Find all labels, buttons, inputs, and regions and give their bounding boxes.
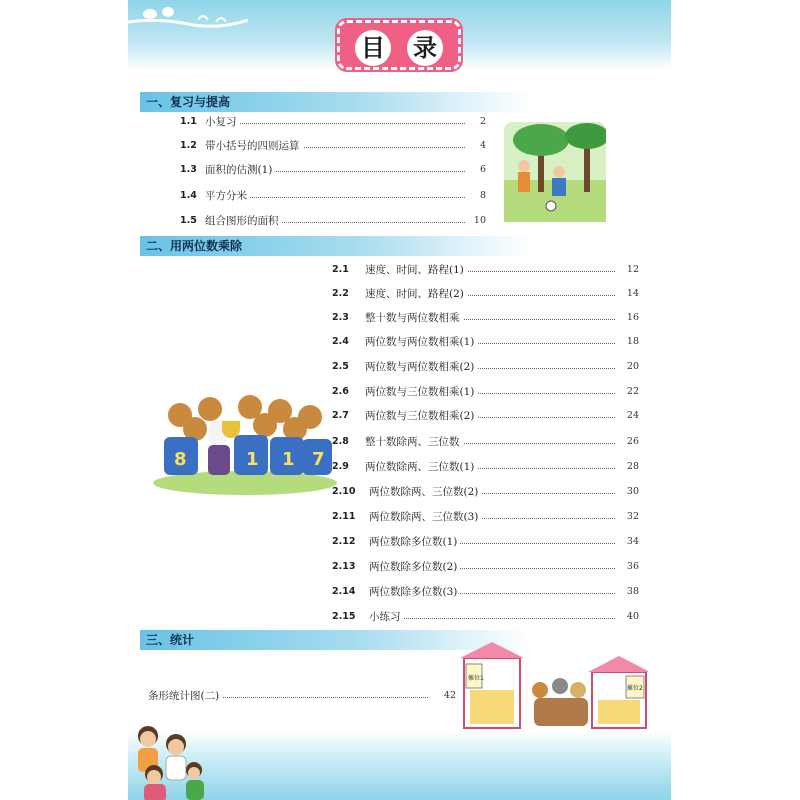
park-kids-illustration [504, 122, 606, 222]
toc-item-page: 34 [626, 536, 639, 547]
toc-item-number: 2.15 [332, 611, 356, 622]
title-char-1: 目 [355, 30, 391, 66]
toc-item[interactable] [332, 509, 639, 525]
toc-page [128, 0, 671, 800]
section-heading-1: 一、复习与提高 [140, 92, 530, 112]
toc-item-label: 整十数除两、三位数 [365, 434, 463, 450]
jersey-number: 1 [246, 449, 259, 470]
children-illustration [128, 718, 210, 800]
toc-item[interactable] [180, 188, 486, 204]
toc-item-label: 面积的估测(1) [205, 162, 275, 178]
section-heading-3: 三、统计 [140, 630, 530, 650]
toc-item[interactable] [332, 310, 639, 326]
toc-item-number: 2.1 [332, 264, 349, 275]
toc-item[interactable] [332, 484, 639, 500]
toc-item-page: 14 [626, 288, 639, 299]
toc-item[interactable] [332, 434, 639, 450]
toc-item-label: 两位数与两位数相乘(1) [365, 334, 477, 350]
toc-item-page: 40 [626, 611, 639, 622]
jersey-number: 1 [282, 449, 295, 470]
toc-item-page: 38 [626, 586, 639, 597]
toc-item-label: 条形统计图(二) [148, 688, 222, 704]
toc-item-page: 6 [479, 164, 486, 175]
toc-item-page: 10 [473, 215, 486, 226]
toc-item[interactable] [332, 459, 639, 475]
toc-item-label: 两位数除两、三位数(1) [365, 459, 477, 475]
toc-item-number: 2.8 [332, 436, 349, 447]
toc-item-label: 小练习 [369, 609, 404, 625]
toc-item[interactable] [180, 114, 486, 130]
toc-item[interactable] [332, 559, 639, 575]
toc-item-label: 速度、时间、路程(2) [365, 286, 467, 302]
leader-dots [369, 618, 615, 619]
toc-item-page: 20 [626, 361, 639, 372]
toc-item-number: 2.7 [332, 410, 349, 421]
toc-item[interactable] [180, 138, 486, 154]
toc-item[interactable] [180, 162, 486, 178]
toc-item-label: 组合图形的面积 [205, 213, 282, 229]
toc-item-page: 8 [479, 190, 486, 201]
toc-item-label: 两位数除两、三位数(3) [369, 509, 481, 525]
toc-item-page: 12 [626, 264, 639, 275]
toc-item-page: 4 [479, 140, 486, 151]
toc-item-label: 整十数与两位数相乘 [365, 310, 463, 326]
toc-item-number: 2.9 [332, 461, 349, 472]
toc-item-number: 1.4 [180, 190, 197, 201]
toc-title [337, 20, 461, 70]
toc-item-page: 16 [626, 312, 639, 323]
toc-item-number: 1.1 [180, 116, 197, 127]
toc-item-page: 32 [626, 511, 639, 522]
market-stalls-illustration [458, 640, 648, 732]
toc-item-label: 两位数与三位数相乘(2) [365, 408, 477, 424]
toc-item-label: 带小括号的四则运算 [205, 138, 303, 154]
toc-item[interactable] [332, 384, 639, 400]
toc-item-number: 2.3 [332, 312, 349, 323]
toc-item-label: 两位数与三位数相乘(1) [365, 384, 477, 400]
toc-item[interactable] [332, 359, 639, 375]
toc-item-number: 2.14 [332, 586, 356, 597]
section-heading-2: 二、用两位数乘除 [140, 236, 530, 256]
toc-item-label: 平方分米 [205, 188, 250, 204]
toc-item[interactable] [180, 213, 486, 229]
title-char-2: 录 [407, 30, 443, 66]
toc-item-label: 速度、时间、路程(1) [365, 262, 467, 278]
stall-sign-left: 摊位1 [468, 675, 484, 682]
toc-item[interactable] [332, 286, 639, 302]
toc-item-label: 两位数除多位数(2) [369, 559, 460, 575]
toc-item-number: 1.3 [180, 164, 197, 175]
toc-item-page: 18 [626, 336, 639, 347]
toc-item-label: 两位数除两、三位数(2) [369, 484, 481, 500]
toc-item-number: 2.13 [332, 561, 356, 572]
leader-dots [205, 123, 465, 124]
toc-item-label: 两位数除多位数(3) [369, 584, 460, 600]
toc-item[interactable] [332, 534, 639, 550]
toc-item[interactable] [332, 609, 639, 625]
branch-birds-decoration [128, 0, 248, 40]
toc-item-page: 28 [626, 461, 639, 472]
toc-item-page: 24 [626, 410, 639, 421]
toc-item[interactable] [332, 408, 639, 424]
toc-item-number: 2.2 [332, 288, 349, 299]
toc-item-number: 2.4 [332, 336, 349, 347]
toc-item[interactable] [148, 688, 458, 704]
toc-item-page: 2 [479, 116, 486, 127]
toc-item-number: 2.6 [332, 386, 349, 397]
toc-item-number: 1.5 [180, 215, 197, 226]
jersey-number: 8 [174, 449, 187, 470]
toc-item[interactable] [332, 262, 639, 278]
toc-item-page: 26 [626, 436, 639, 447]
toc-item[interactable] [332, 584, 639, 600]
bear-team-illustration [150, 395, 340, 495]
toc-item-page: 22 [626, 386, 639, 397]
toc-item-number: 2.12 [332, 536, 356, 547]
toc-item-page: 30 [626, 486, 639, 497]
toc-item-number: 2.10 [332, 486, 356, 497]
toc-item-label: 两位数与两位数相乘(2) [365, 359, 477, 375]
toc-item-number: 2.5 [332, 361, 349, 372]
toc-item[interactable] [332, 334, 639, 350]
toc-item-page: 36 [626, 561, 639, 572]
toc-item-number: 2.11 [332, 511, 356, 522]
toc-item-label: 小复习 [205, 114, 240, 130]
toc-item-label: 两位数除多位数(1) [369, 534, 460, 550]
toc-item-page: 42 [443, 690, 456, 701]
stall-sign-right: 摊位2 [627, 685, 643, 692]
toc-item-number: 1.2 [180, 140, 197, 151]
jersey-number: 7 [312, 449, 325, 470]
